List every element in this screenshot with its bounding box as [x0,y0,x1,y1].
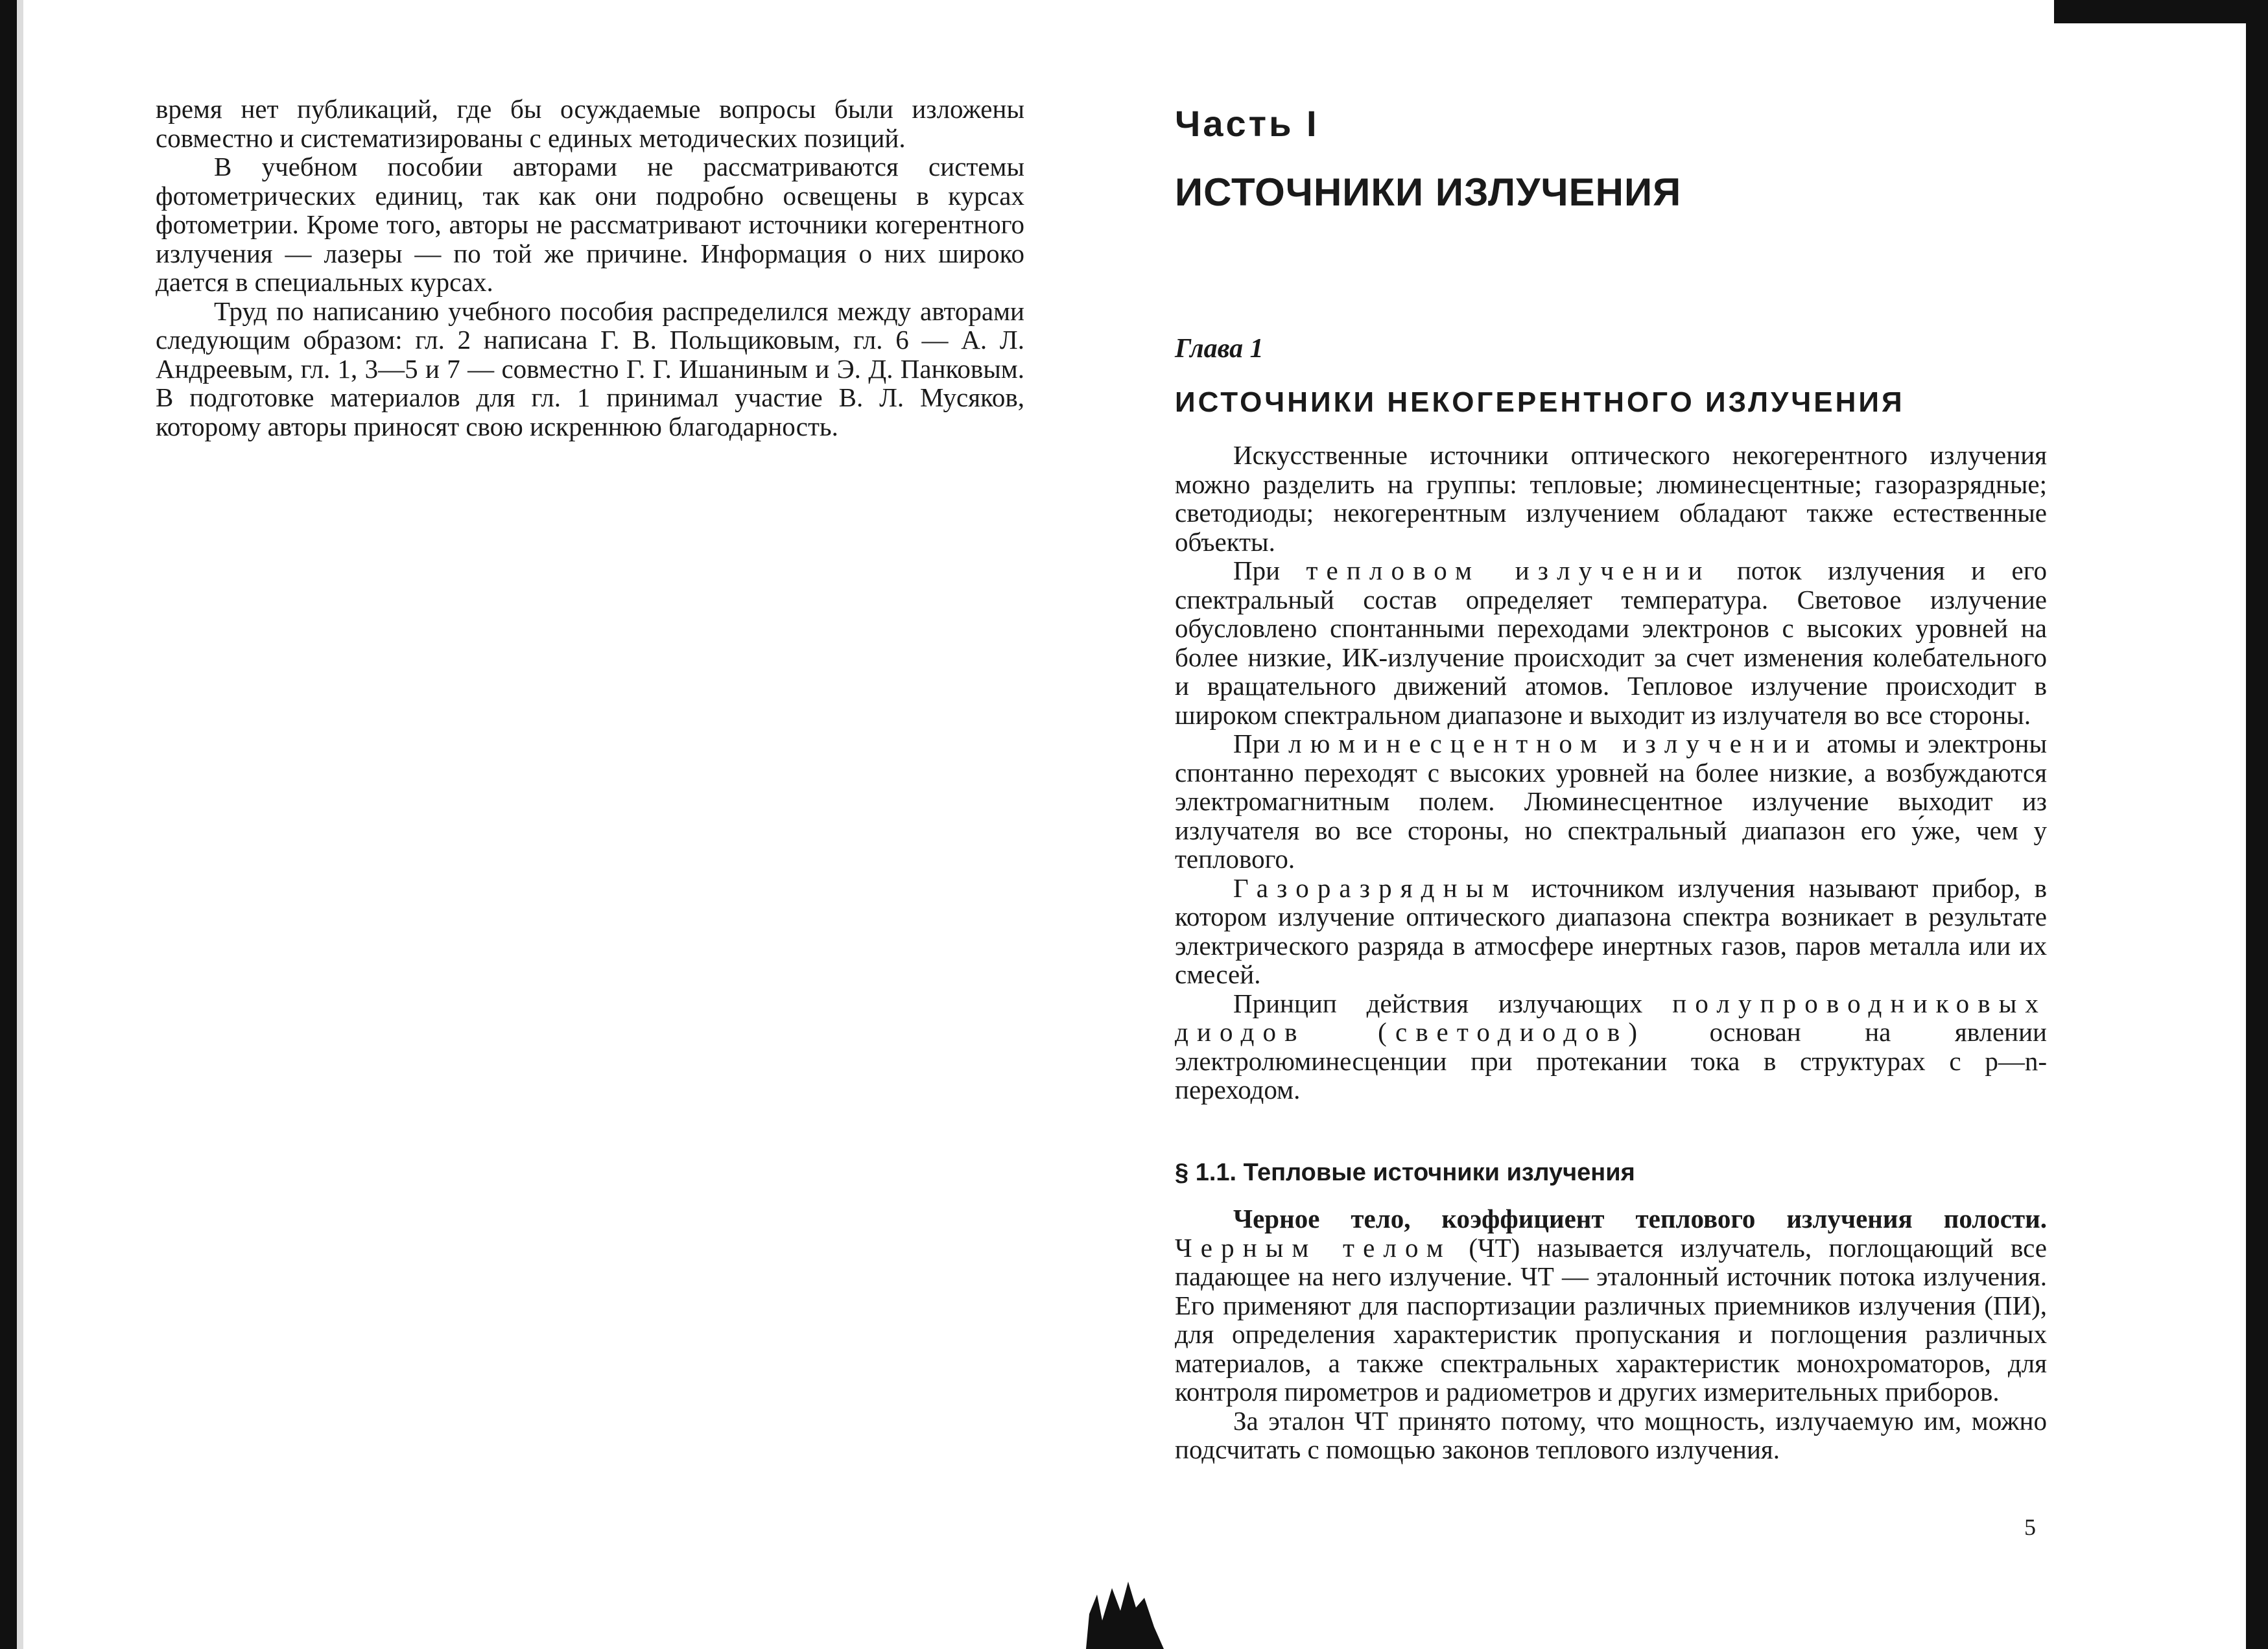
thermal-paragraph [1175,556,2047,729]
semiconductor-rest: основан на явлении электролюминесценции при протекании тока в структурах с p—n-переходом. [1175,1017,2047,1105]
thermal-term: тепловом излучении [1306,556,1711,585]
scan-edge-left-shadow [17,0,23,1649]
left-page-body [156,95,1024,441]
luminescent-lead: При [1233,729,1281,758]
last-paragraph: За эталон ЧТ принято потому, что мощность, излучаемую им, можно подсчитать с помощью законов теплового излучения. [1175,1405,2047,1464]
thermal-rest: поток излучения и его спектральный состав определяет температура. Световое излучение обусловлено спонтанными переходами электронов с высоких уровней на более низкие, ИК-излучение происходит за счет изменения колебательного и вращательного движений атомов. Тепловое излучение происходит в широком спектральном диапазоне и выходит из излучателя во все стороны. [1175,556,2048,730]
luminescent-paragraph [1175,729,2047,874]
scan-edge-left [0,0,17,1649]
blackbody-bold-lead: Черное тело, коэффициент теплового излучения полости. [1233,1204,2047,1234]
semiconductor-term: полупроводниковых диодов (светодиодов) [1175,988,2047,1047]
gas-discharge-paragraph [1175,874,2047,989]
page-number: 5 [2024,1514,2036,1540]
semiconductor-lead: Принцип действия излучающих [1233,988,1643,1018]
gutter-shadow [1083,1575,1167,1649]
left-paragraph-1: время нет публикаций, где бы осуждаемые вопросы были изложены совместно и систематизированы с единых методических позиций. [156,94,1024,153]
section-heading: § 1.1. Тепловые источники излучения [1175,1159,1635,1186]
thermal-lead: При [1233,556,1281,585]
part-title: ИСТОЧНИКИ ИЗЛУЧЕНИЯ [1175,170,1682,214]
blackbody-rest: (ЧТ) называется излучатель, поглощающий все падающее на него излучение. ЧТ — эталонный источник потока излучения. Его применяют для паспортизации различных приемников излучения (ПИ), для определения характеристик пропускания и поглощения различных материалов, а также спектральных характеристик монохроматоров, для контроля пирометров и радиометров и других измерительных приборов. [1175,1232,2047,1407]
intro-paragraph: Искусственные источники оптического некогерентного излучения можно разделить на группы: тепловые; люминесцентные; газоразрядные; светодиоды; некогерентным излучением обладают также естественные объекты. [1175,440,2047,557]
gas-discharge-rest: источником излучения называют прибор, в котором излучение оптического диапазона спектра возникает в результате электрического разряда в атмосфере инертных газов, паров металла или их смесей. [1175,872,2047,989]
scan-edge-right [2246,23,2268,1649]
semiconductor-paragraph [1175,989,2047,1105]
section-body [1175,1204,2047,1464]
part-label: Часть I [1175,103,1319,144]
left-paragraph-3: Труд по написанию учебного пособия распределился между авторами следующим образом: гл. 2 написана Г. В. Польщиковым, гл. 6 — А. Л. Андреевым, гл. 1, 3—5 и 7 — совместно Г. Г. Ишаниным и Э. Д. Панковым. В подготовке материалов для гл. 1 принимал участие В. Л. Мусяков, которому авторы приносят свою искреннюю благодарность. [156,296,1024,441]
gas-discharge-term: Газоразрядным [1233,872,1518,903]
chapter-title: ИСТОЧНИКИ НЕКОГЕРЕНТНОГО ИЗЛУЧЕНИЯ [1175,386,1905,418]
blackbody-paragraph [1175,1204,2047,1407]
left-paragraph-2: В учебном пособии авторами не рассматриваются системы фотометрических единиц, так как они подробно освещены в курсах фотометрии. Кроме того, авторы не рассматривают источники когерентного излучения — лазеры — по той же причине. Информация о них широко дается в специальных курсах. [156,152,1024,297]
chapter-label: Глава 1 [1175,334,1264,364]
blackbody-term: Черным телом [1175,1232,1452,1263]
chapter-intro-body [1175,441,2047,1105]
luminescent-rest: атомы и электроны спонтанно переходят с высоких уровней на более низкие, а возбуждаются электромагнитным полем. Люминесцентное излучение выходит из излучателя во все стороны, но спектральный диапазон его у́же, чем у теплового. [1175,729,2048,874]
luminescent-term: люминесцентном излучении [1288,729,1819,758]
scan-edge-top-right [2054,0,2268,23]
